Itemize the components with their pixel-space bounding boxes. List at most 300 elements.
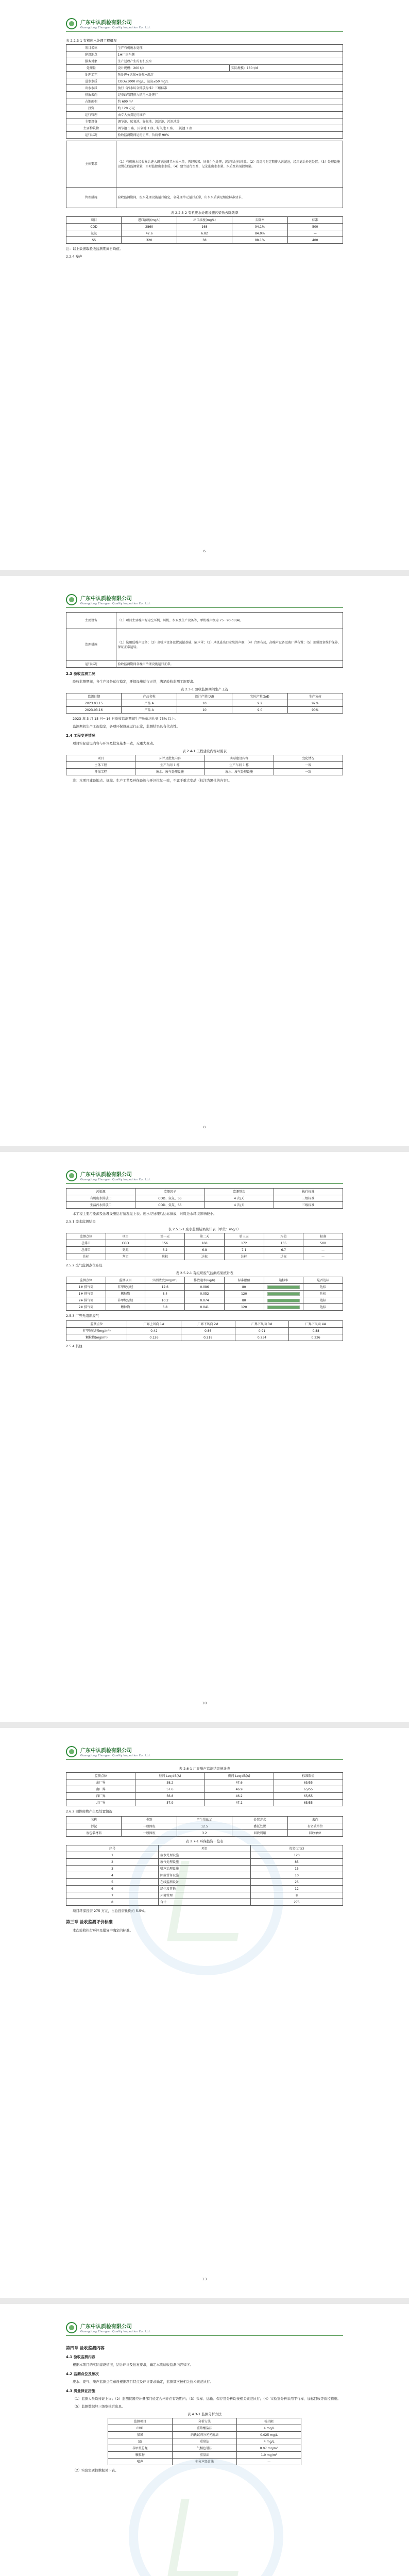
table-row bbox=[66, 1202, 343, 1209]
table-cell: 1 bbox=[66, 1852, 159, 1859]
table-header-cell: 均值 bbox=[264, 1233, 303, 1240]
section-heading: 2.6.2 固体废物产生及处置情况 bbox=[66, 1809, 113, 1814]
table-header-cell: 标准 bbox=[303, 1233, 343, 1240]
table-cell: 调节池、厌氧池、好氧池、沉淀池、污泥池等 bbox=[116, 118, 343, 125]
paragraph: （2）实验室质控数据见下表。 bbox=[73, 2468, 118, 2472]
company-name-en: Guangdong Zhongren Quality Inspection Co., Ltd. bbox=[80, 26, 151, 29]
table-cell: 判定 bbox=[106, 1253, 145, 1260]
table-header-cell: 实际产量(t/d) bbox=[232, 693, 287, 700]
table-header-row bbox=[66, 1189, 343, 1195]
table-cell: 5 bbox=[66, 1879, 159, 1886]
table-cell: 厂界下风向 4# bbox=[289, 1321, 343, 1328]
analysis-method-table bbox=[108, 2418, 302, 2465]
table-cell: 56.8 bbox=[135, 1793, 204, 1800]
table-header-cell: 监测项目 bbox=[108, 2418, 172, 2425]
table-row bbox=[66, 65, 343, 72]
table-cell: 处理量 bbox=[66, 65, 116, 72]
table-cell: SS bbox=[66, 237, 122, 244]
table-cell: 重量法 bbox=[172, 2438, 236, 2445]
page-number: 10 bbox=[202, 1701, 207, 1705]
table-caption: 表 4.3-1 监测分析方法 bbox=[187, 2412, 222, 2416]
table-header-cell: 第二天 bbox=[185, 1233, 225, 1240]
table-caption: 表 2.4-1 工程建设内容对照表 bbox=[182, 749, 227, 753]
table-cell: 非甲烷总烃 bbox=[108, 2445, 172, 2452]
company-name-en: Guangdong Zhongren Quality Inspection Co., Ltd. bbox=[80, 602, 151, 605]
table-cell: COD bbox=[108, 2425, 172, 2432]
removal-efficiency-table bbox=[66, 216, 343, 244]
table-header-cell: 第三天 bbox=[224, 1233, 264, 1240]
table-cell: 出水水质 bbox=[66, 85, 116, 92]
report-page-2 bbox=[0, 576, 409, 1152]
table-cell: 10 bbox=[251, 1872, 343, 1879]
chapter-heading: 第四章 验收监测内容 bbox=[66, 2346, 105, 2350]
table-cell: 回收利用 bbox=[232, 1830, 287, 1837]
table-header-row bbox=[108, 2418, 301, 2425]
table-cell: 320 bbox=[122, 237, 177, 244]
table-cell: 厂界下风向 3# bbox=[235, 1321, 289, 1328]
noise-results-table bbox=[66, 1772, 343, 1806]
table-cell: 生活污水排放口 bbox=[66, 1202, 135, 1209]
table-cell: 排放去向 bbox=[66, 92, 116, 98]
table-cell: 7.1 bbox=[224, 1247, 264, 1253]
table-cell: 产品 A bbox=[122, 707, 177, 714]
table-caption: 表 2.5.2-1 有组织废气监测结果统计表 bbox=[176, 1271, 233, 1275]
report-page-3 bbox=[0, 1152, 409, 1728]
table-cell: 执行《污水综合排放标准》三级标准 bbox=[116, 85, 343, 92]
table-header-cell: 去向 bbox=[287, 1817, 343, 1823]
table-cell: 东厂界 bbox=[66, 1780, 135, 1786]
table-cell: 达标 bbox=[185, 1253, 225, 1260]
noise-status-text: 验收监测期间各噪声治理设施运行正常。 bbox=[116, 661, 343, 668]
table-cell: 12 bbox=[251, 1886, 343, 1892]
table-cell: 3 bbox=[66, 1866, 159, 1872]
paragraph: （1）监测人员均持证上岗；（2）监测仪器经计量部门检定合格并在有效期内；（3）采样、运输、保存及分析均按相关规范执行；（4）实验室分析采用平行样、加标回收等质控措施。 bbox=[73, 2397, 341, 2401]
table-cell: 0.42 bbox=[127, 1328, 181, 1334]
table-row bbox=[66, 112, 343, 118]
rate-bar-fill bbox=[268, 1299, 299, 1302]
table-header-cell: 序号 bbox=[66, 1845, 159, 1852]
table-header-row bbox=[66, 755, 343, 762]
table-cell: 25 bbox=[251, 1879, 343, 1886]
page-header bbox=[66, 1168, 343, 1184]
table-cell: 主体工程 bbox=[66, 762, 135, 769]
table-cell: 12.6 bbox=[145, 1284, 185, 1291]
table-header-cell: 监测点位 bbox=[66, 1233, 106, 1240]
table-cell: SS bbox=[108, 2438, 172, 2445]
table-header-cell: 标准 bbox=[287, 217, 343, 224]
section-heading: 2.4 工程变更情况 bbox=[66, 734, 95, 738]
noise-source-text: （1）项目主要噪声源为空压机、风机、水泵及生产设备等，单机噪声级为 75～90 dB(A)。 bbox=[116, 613, 343, 629]
table-cell: 47.1 bbox=[204, 1800, 274, 1806]
table-row bbox=[66, 118, 343, 125]
table-cell: 生产车间 1 栋 bbox=[204, 762, 274, 769]
table-header-cell: 名称 bbox=[66, 1817, 122, 1823]
table-note: 注：以上数据取验收监测期间日均值。 bbox=[66, 247, 123, 251]
table-cell: 1.0 mg/m³ bbox=[237, 2452, 301, 2459]
table-caption: 表 2.2.3-1 有机废水处理工程概况 bbox=[66, 39, 117, 43]
table-cell: 颗粒物 bbox=[108, 2452, 172, 2459]
company-name-en: Guangdong Zhongren Quality Inspection Co., Ltd. bbox=[80, 2330, 151, 2333]
table-header-cell: 监测因子 bbox=[135, 1189, 204, 1195]
noise-status-label: 运行状况 bbox=[66, 661, 116, 668]
table-row bbox=[66, 1253, 343, 1260]
table-row bbox=[66, 1830, 343, 1837]
table-cell: 西厂界 bbox=[66, 1793, 135, 1800]
table-header-cell: 监测频次 bbox=[204, 1189, 274, 1195]
table-cell: 65/55 bbox=[274, 1800, 343, 1806]
table-header-row bbox=[66, 217, 343, 224]
paragraph: 验收监测期间，各生产设备运行稳定，环保设施运行正常，满足验收监测工况要求。 bbox=[73, 680, 197, 684]
table-cell: 4 bbox=[66, 1872, 159, 1879]
table-cell: 约 120 万元 bbox=[116, 105, 343, 112]
table-cell: 65/55 bbox=[274, 1780, 343, 1786]
table-cell: 生产有机废水处理 bbox=[116, 45, 343, 52]
table-cell: 58.2 bbox=[135, 1780, 204, 1786]
table-cell: COD≤3000 mg/L、氨氮≤50 mg/L bbox=[116, 78, 343, 85]
rate-bar-cell bbox=[264, 1297, 303, 1304]
table-header-cell: 第一天 bbox=[145, 1233, 185, 1240]
table-cell: 设计规模：200 t/d bbox=[116, 65, 229, 72]
rate-bar-cell bbox=[264, 1284, 303, 1291]
table-cell: 有机废水排放口 bbox=[66, 1195, 135, 1202]
table-cell: 168 bbox=[177, 224, 232, 230]
table-row bbox=[66, 132, 343, 139]
table-row bbox=[66, 1321, 343, 1328]
table-cell: 9.0 bbox=[232, 707, 287, 714]
company-logo bbox=[66, 2322, 77, 2333]
table-cell: 达标 bbox=[303, 1284, 343, 1291]
company-name: 广东中认质检有限公司 bbox=[80, 20, 132, 26]
section-heading: 4.3 质量保证措施 bbox=[66, 2389, 95, 2393]
page-number: 6 bbox=[203, 549, 206, 553]
table-cell: 8 bbox=[251, 1892, 343, 1899]
table-row bbox=[66, 1793, 343, 1800]
table-cell: 85 bbox=[251, 1859, 343, 1866]
table-cell: 噪声 bbox=[108, 2459, 172, 2465]
table-cell: 气相色谱法 bbox=[172, 2445, 236, 2452]
rate-bar-fill bbox=[268, 1286, 299, 1289]
table-cell: 8 bbox=[66, 1899, 159, 1906]
table-cell: 57.6 bbox=[135, 1786, 204, 1793]
table-row bbox=[66, 1899, 343, 1906]
table-cell: 达标 bbox=[66, 1253, 106, 1260]
table-cell: 主要构筑物 bbox=[66, 125, 116, 132]
table-cell: 生产车间 1 栋 bbox=[135, 762, 204, 769]
company-name: 广东中认质检有限公司 bbox=[80, 2324, 132, 2330]
table-cell: 总排口 bbox=[66, 1240, 106, 1247]
paragraph: 本工程主要污染源及治理设施运行情况见上表。废水经处理后达标排放，对周边水环境影响较小。 bbox=[73, 1212, 217, 1216]
table-cell: 非甲烷总烃 bbox=[106, 1284, 145, 1291]
table-cell: 氨氮 bbox=[66, 230, 122, 237]
company-name-en: Guangdong Zhongren Quality Inspection Co., Ltd. bbox=[80, 1754, 151, 1757]
table-header-cell: 出口浓度(mg/L) bbox=[177, 217, 232, 224]
table-cell: 168 bbox=[185, 1240, 225, 1247]
table-header-cell: 处置方式 bbox=[232, 1817, 287, 1823]
table-cell: 积分声级计法 bbox=[172, 2459, 236, 2465]
table-cell: 6.8 bbox=[145, 1304, 185, 1311]
table-cell: 0.88 bbox=[289, 1328, 343, 1334]
table-cell: 80 bbox=[224, 1284, 264, 1291]
table-header-cell: 项目 bbox=[106, 1233, 145, 1240]
wastewater-results-table bbox=[66, 1233, 343, 1260]
exhaust-results-table bbox=[66, 1277, 343, 1311]
table-cell: 三级标准 bbox=[274, 1202, 343, 1209]
table-cell: 重量法 bbox=[172, 2452, 236, 2459]
table-cell: 废水处理设施 bbox=[159, 1852, 251, 1859]
table-cell: 环保工程 bbox=[66, 769, 135, 775]
table-cell: 0.025 mg/L bbox=[237, 2432, 301, 2438]
rate-bar bbox=[267, 1292, 300, 1296]
table-header-row bbox=[66, 1773, 343, 1780]
table-row bbox=[66, 52, 343, 58]
table-cell: 一般固废 bbox=[122, 1823, 177, 1830]
table-row bbox=[66, 72, 343, 78]
table-row bbox=[66, 1297, 343, 1304]
table-cell: 投资 bbox=[66, 105, 116, 112]
table-cell: 2023.03.15 bbox=[66, 700, 122, 707]
table-row bbox=[66, 1866, 343, 1872]
table-cell: 47.6 bbox=[204, 1780, 274, 1786]
table-caption: 表 2.7-1 环保投资一览表 bbox=[185, 1839, 224, 1843]
table-cell: 9.2 bbox=[232, 700, 287, 707]
investment-table bbox=[66, 1845, 343, 1906]
paragraph: 注：本项目建设地点、规模、生产工艺及环保设施与环评批复一致，不属于重大变动（标注为黑体的内容）。 bbox=[73, 778, 232, 783]
table-header-cell: 项目 bbox=[66, 755, 135, 762]
table-row bbox=[66, 1872, 343, 1879]
table-header-row bbox=[66, 1817, 343, 1823]
table-row bbox=[66, 1780, 343, 1786]
table-cell: — bbox=[237, 2459, 301, 2465]
table-cell: 4 次/天 bbox=[204, 1202, 274, 1209]
table-cell: 2 bbox=[66, 1859, 159, 1866]
change-comparison-table bbox=[66, 755, 343, 775]
section-heading: 4.1 验收监测内容 bbox=[66, 2355, 95, 2359]
page-header bbox=[66, 592, 343, 608]
table-cell: 4 mg/L bbox=[237, 2438, 301, 2445]
table-header-row bbox=[66, 1233, 343, 1240]
table-cell: 0.218 bbox=[181, 1334, 235, 1341]
company-name-en: Guangdong Zhongren Quality Inspection Co., Ltd. bbox=[80, 1178, 151, 1181]
table-cell: 服务对象 bbox=[66, 58, 116, 65]
fugitive-emission-table bbox=[66, 1320, 343, 1341]
table-cell: 120 bbox=[224, 1304, 264, 1311]
table-cell: 运行管理 bbox=[66, 112, 116, 118]
paragraph: 废水、废气、噪声监测点位布设根据项目特点及环评要求确定，监测频次按相关技术规范执行。 bbox=[73, 2380, 213, 2384]
table-caption: 表 2.3-1 验收监测期间生产工况 bbox=[180, 687, 229, 691]
table-header-cell: 执行标准 bbox=[274, 1189, 343, 1195]
table-cell: 主要设备 bbox=[66, 118, 116, 125]
table-header-cell: 达标率 bbox=[264, 1277, 303, 1284]
table-cell: 达标 bbox=[303, 1297, 343, 1304]
table-cell: 4 mg/L bbox=[237, 2425, 301, 2432]
table-header-cell: 标准限值 bbox=[224, 1277, 264, 1284]
table-cell: 1# 排气筒 bbox=[66, 1284, 106, 1291]
table-cell: 北厂界 bbox=[66, 1800, 135, 1806]
company-logo bbox=[66, 1170, 77, 1181]
table-caption: 表 2.6-1 厂界噪声监测结果统计表 bbox=[179, 1767, 230, 1771]
table-cell: 3.2 bbox=[177, 1830, 232, 1837]
table-cell: 达标 bbox=[264, 1253, 303, 1260]
table-row bbox=[66, 125, 343, 132]
table-cell: 氨氮 bbox=[108, 2432, 172, 2438]
table-header-row bbox=[66, 1277, 343, 1284]
table-row bbox=[66, 1886, 343, 1892]
table-cell: 0.07 mg/m³ bbox=[237, 2445, 301, 2452]
section-heading: 2.5.2 废气监测点位布设 bbox=[66, 1263, 103, 1267]
company-name: 广东中认质检有限公司 bbox=[80, 1172, 132, 1178]
table-row bbox=[66, 1328, 343, 1334]
table-header-cell: 排放速率(kg/h) bbox=[185, 1277, 225, 1284]
table-row bbox=[66, 1823, 343, 1830]
table-header-cell: 生产负荷 bbox=[287, 693, 343, 700]
table-cell: 7 bbox=[66, 1892, 159, 1899]
table-header-cell: 监测点位 bbox=[66, 1277, 106, 1284]
page-header bbox=[66, 16, 343, 32]
table-row bbox=[66, 1859, 343, 1866]
rate-bar bbox=[267, 1299, 300, 1302]
table-cell: 0.126 bbox=[127, 1334, 181, 1341]
management-label: 管理措施 bbox=[66, 188, 116, 208]
rate-bar bbox=[267, 1306, 300, 1309]
chapter-heading: 第三章 验收监测评价标准 bbox=[66, 1920, 113, 1924]
table-header-cell: 去除率 bbox=[232, 217, 287, 224]
noise-measures-text: （1）选用低噪声设备；（2）高噪声设备设置减振基础、隔声罩；（3）风机进出口安装消声器；（4）合理布局，高噪声设备远离厂界布置；（5）加强设备维护保养，保证正常运转。 bbox=[116, 629, 343, 661]
table-cell: 6.7 bbox=[264, 1247, 303, 1253]
rate-bar-fill bbox=[268, 1293, 299, 1295]
noise-source-label: 主要设备 bbox=[66, 613, 116, 629]
table-header-cell: 环评及批复内容 bbox=[135, 755, 204, 762]
table-header-cell: 设计产量(t/d) bbox=[177, 693, 232, 700]
paragraph: 项目环保投资 275 万元，占总投资比例约 5.5%。 bbox=[73, 1909, 148, 1913]
table-cell: 0.052 bbox=[185, 1291, 225, 1297]
table-header-cell: 类别 bbox=[122, 1817, 177, 1823]
table-cell: 2# 排气筒 bbox=[66, 1304, 106, 1311]
table-row bbox=[66, 45, 343, 52]
table-row bbox=[108, 2445, 301, 2452]
company-logo bbox=[66, 1746, 77, 1757]
paragraph: 监测期间生产工况稳定，各项环保设施运行正常，监测结果具有代表性。 bbox=[73, 724, 180, 728]
table-cell: 非甲烷总烃(mg/m³) bbox=[66, 1328, 127, 1334]
table-cell: 10.2 bbox=[145, 1297, 185, 1304]
table-cell: 1#厂房东侧 bbox=[116, 52, 343, 58]
paragraph: （5）监测数据经三级审核后出具。 bbox=[73, 2404, 125, 2409]
table-cell: 绿化及其他 bbox=[159, 1886, 251, 1892]
table-cell: 预处理+厌氧+好氧+沉淀 bbox=[116, 72, 343, 78]
section-heading: 2.3 验收监测工况 bbox=[66, 672, 95, 676]
table-cell: 废包装材料 bbox=[66, 1830, 122, 1837]
table-cell: 165 bbox=[264, 1240, 303, 1247]
table-cell: 6.2 bbox=[145, 1247, 185, 1253]
table-cell: 达标 bbox=[303, 1304, 343, 1311]
page-header bbox=[66, 2320, 343, 2336]
company-logo bbox=[66, 594, 77, 605]
table-header-cell: 监测项目 bbox=[106, 1277, 145, 1284]
table-cell: — bbox=[303, 1247, 343, 1253]
report-page-1 bbox=[0, 0, 409, 576]
watermark-logo bbox=[129, 2459, 283, 2576]
table-cell: 监测点位 bbox=[66, 1321, 127, 1328]
page-number: 8 bbox=[203, 1125, 206, 1129]
table-header-cell: 污染源 bbox=[66, 1189, 135, 1195]
table-cell: 固废暂存设施 bbox=[159, 1872, 251, 1879]
table-cell: COD bbox=[106, 1240, 145, 1247]
table-header-cell: 投资(万元) bbox=[251, 1845, 343, 1852]
table-row bbox=[66, 762, 343, 769]
table-cell: 156 bbox=[145, 1240, 185, 1247]
table-cell: 厂界下风向 2# bbox=[181, 1321, 235, 1328]
table-row bbox=[66, 700, 343, 707]
table-header-cell: 检出限 bbox=[237, 2418, 301, 2425]
table-cell: 重铬酸盐法 bbox=[172, 2425, 236, 2432]
table-cell: 污泥 bbox=[66, 1823, 122, 1830]
table-cell: 42.6 bbox=[122, 230, 177, 237]
table-cell: 达标 bbox=[224, 1253, 264, 1260]
table-cell: 颗粒物 bbox=[106, 1304, 145, 1311]
company-name: 广东中认质检有限公司 bbox=[80, 596, 132, 602]
table-cell: 厂界上风向 1# bbox=[127, 1321, 181, 1328]
table-cell: 合计 bbox=[159, 1899, 251, 1906]
table-cell: 92% bbox=[287, 700, 343, 707]
table-header-cell: 夜间 Leq dB(A) bbox=[204, 1773, 274, 1780]
table-cell: 0.234 bbox=[235, 1334, 289, 1341]
table-row bbox=[66, 1195, 343, 1202]
table-cell: 120 bbox=[251, 1852, 343, 1859]
table-cell: 废水、废气处理设施 bbox=[135, 769, 204, 775]
table-row bbox=[66, 230, 343, 237]
table-row bbox=[66, 85, 343, 92]
table-cell: 0.086 bbox=[185, 1284, 225, 1291]
table-cell: 总排口 bbox=[66, 1247, 106, 1253]
table-row bbox=[66, 92, 343, 98]
table-row bbox=[66, 1247, 343, 1253]
section-heading: 2.5.3 厂界无组织废气 bbox=[66, 1314, 99, 1318]
table-cell: 88.1% bbox=[232, 237, 287, 244]
table-cell: 172 bbox=[224, 1240, 264, 1247]
table-cell: 建设地点 bbox=[66, 52, 116, 58]
table-cell: 处理工艺 bbox=[66, 72, 116, 78]
paragraph: 项目实际建设内容与环评及批复基本一致，无重大变动。 bbox=[73, 741, 157, 745]
requirements-text: （1）有机废水经收集后进入调节池调节水质水量，再经厌氧、好氧生化处理，沉淀后达标排放。（2）沉淀污泥定期排入污泥池，经压滤后外运处置。（3）处理设施设置在线监测装置，实时监控出水水质。（4）建立运行台账，记录进出水水量、水质及药剂投加量。 bbox=[116, 141, 343, 188]
table-row bbox=[108, 2438, 301, 2445]
table-cell: 噪声治理设施 bbox=[159, 1866, 251, 1872]
table-cell: 0.86 bbox=[181, 1328, 235, 1334]
table-cell: 颗粒物(mg/m³) bbox=[66, 1334, 127, 1341]
table-cell: 500 bbox=[303, 1240, 343, 1247]
solid-waste-table bbox=[66, 1816, 343, 1837]
table-header-cell: 项目 bbox=[66, 217, 122, 224]
table-row bbox=[66, 224, 343, 230]
table-cell: 三级标准 bbox=[274, 1195, 343, 1202]
table-cell: 在线监测设备 bbox=[159, 1879, 251, 1886]
table-cell: 10 bbox=[177, 707, 232, 714]
table-row bbox=[108, 2459, 301, 2465]
table-cell: — bbox=[303, 1253, 343, 1260]
table-cell: 6.8 bbox=[185, 1247, 225, 1253]
table-header-cell: 监测日期 bbox=[66, 693, 122, 700]
table-header-cell: 实际建设内容 bbox=[204, 755, 274, 762]
table-row bbox=[66, 1852, 343, 1859]
table-header-cell: 标准限值 bbox=[274, 1773, 343, 1780]
table-cell: 氨氮 bbox=[106, 1247, 145, 1253]
table-cell: 达标 bbox=[145, 1253, 185, 1260]
table-cell: 2# 排气筒 bbox=[66, 1297, 106, 1304]
table-cell: 一致 bbox=[274, 769, 343, 775]
table-cell: 实际规模：180 t/d bbox=[229, 65, 343, 72]
table-header-row bbox=[66, 693, 343, 700]
table-row bbox=[66, 58, 343, 65]
table-cell: 废水、废气处理设施 bbox=[204, 769, 274, 775]
table-cell: 有资质单位 bbox=[287, 1823, 343, 1830]
